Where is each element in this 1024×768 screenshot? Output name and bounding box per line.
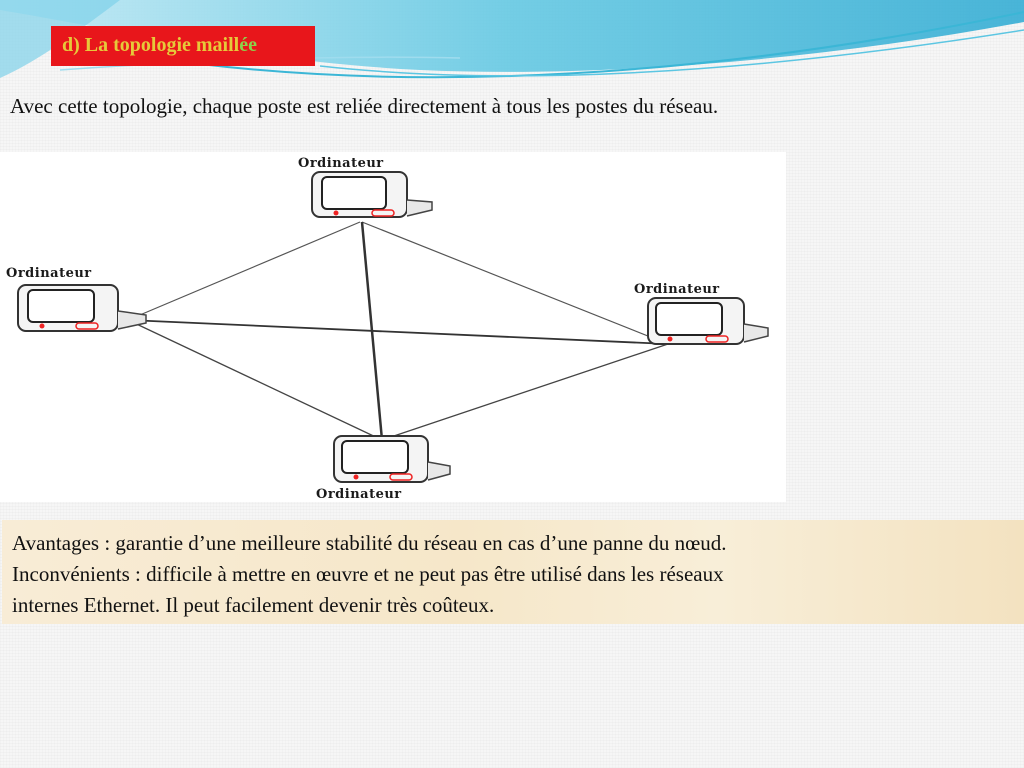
link-right-bottom: [382, 344, 668, 440]
disadvantages-line-continued: internes Ethernet. Il peut facilement devenir très coûteux.: [12, 593, 495, 617]
computer-icon: [312, 172, 432, 217]
advantages-box: [2, 520, 1024, 624]
link-left-right: [128, 320, 668, 344]
node-label-right: Ordinateur: [634, 282, 720, 297]
computer-node-top: [298, 156, 432, 217]
mesh-topology-diagram: [0, 152, 786, 502]
slide-title: [51, 26, 315, 66]
diagram-links: [128, 222, 668, 440]
computer-node-left: [6, 266, 146, 331]
advantages-line: Avantages : garantie d’une meilleure stabilité du réseau en cas d’une panne du nœud.: [12, 531, 727, 555]
node-label-top: Ordinateur: [298, 156, 384, 171]
link-top-right: [362, 222, 668, 344]
slide-title-main: d) La topologie maill: [62, 34, 240, 56]
slide-title-tail: ée: [239, 34, 257, 56]
node-label-bottom: Ordinateur: [316, 487, 402, 502]
computer-node-bottom: [316, 436, 450, 502]
disadvantages-line: Inconvénients : difficile à mettre en œuvre et ne peut pas être utilisé dans les réseaux: [12, 562, 724, 586]
node-label-left: Ordinateur: [6, 266, 92, 281]
intro-text: Avec cette topologie, chaque poste est reliée directement à tous les postes du réseau.: [10, 94, 719, 118]
computer-icon: [334, 436, 450, 482]
computer-icon: [18, 285, 146, 331]
computer-icon: [648, 298, 768, 344]
link-top-left: [128, 222, 360, 320]
link-left-bottom: [128, 320, 382, 440]
computer-node-right: [634, 282, 768, 344]
